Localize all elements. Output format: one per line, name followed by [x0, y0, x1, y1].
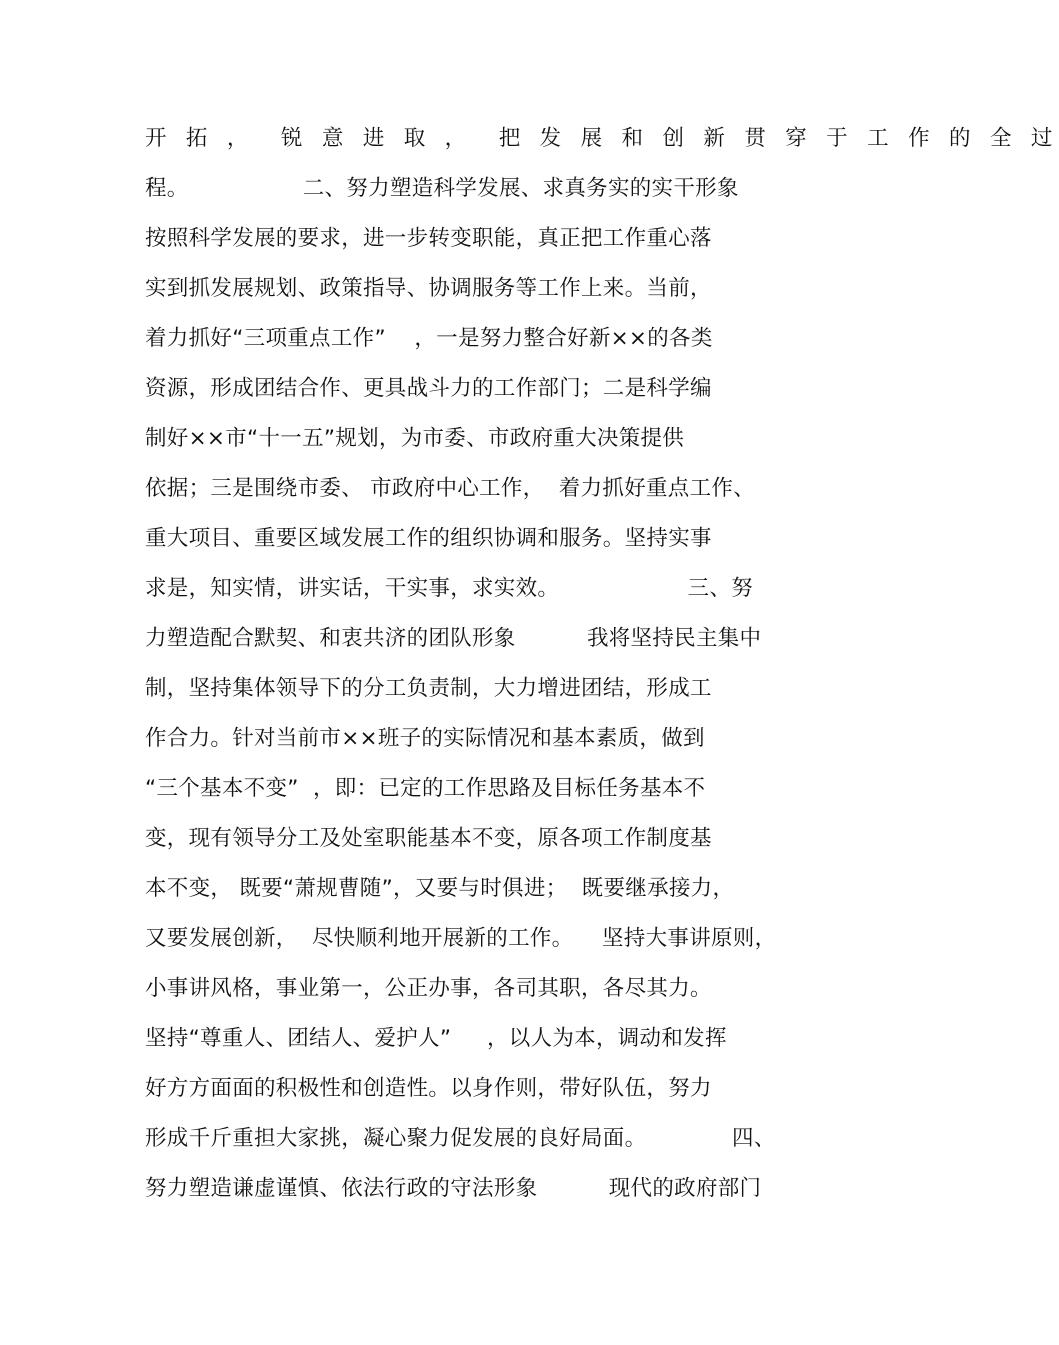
text-line-17: 又要发展创新， 尽快顺利地开展新的工作。 坚持大事讲原则，: [145, 926, 777, 951]
text-line-22: 努力塑造谦虚谨慎、依法行政的守法形象 现代的政府部门: [145, 1176, 762, 1201]
text-line-2: 程。 二、努力塑造科学发展、求真务实的实干形象: [145, 176, 739, 201]
text-line-8: 依据；三是围绕市委、 市政府中心工作， 着力抓好重点工作、: [145, 476, 756, 501]
text-line-10: 求是，知实情，讲实话，干实事，求实效。 三、努: [145, 576, 754, 601]
text-line-13: 作合力。针对当前市××班子的实际情况和基本素质，做到: [145, 726, 705, 751]
text-line-11: 力塑造配合默契、和衷共济的团队形象 我将坚持民主集中: [145, 626, 762, 651]
text-line-21: 形成千斤重担大家挑，凝心聚力促发展的良好局面。 四、: [145, 1126, 776, 1151]
text-line-18: 小事讲风格，事业第一，公正办事，各司其职，各尽其力。: [145, 976, 712, 1001]
text-line-16: 本不变， 既要“萧规曹随”，又要与时俱进； 既要继承接力，: [145, 876, 735, 901]
text-line-7: 制好××市“十一五”规划，为市委、市政府重大决策提供: [145, 426, 685, 451]
text-line-4: 实到抓发展规划、政策指导、协调服务等工作上来。当前，: [145, 276, 712, 301]
text-line-3: 按照科学发展的要求，进一步转变职能，真正把工作重心落: [145, 226, 712, 251]
text-line-15: 变，现有领导分工及处室职能基本不变，原各项工作制度基: [145, 826, 712, 851]
text-line-14: “三个基本不变” ，即：已定的工作思路及目标任务基本不: [145, 776, 706, 801]
text-line-6: 资源，形成团结合作、更具战斗力的工作部门；二是科学编: [145, 376, 712, 401]
text-line-20: 好方方面面的积极性和创造性。以身作则，带好队伍，努力: [145, 1076, 712, 1101]
text-line-9: 重大项目、重要区域发展工作的组织协调和服务。坚持实事: [145, 526, 712, 551]
text-line-1: 开 拓 ， 锐 意 进 取 ， 把 发 展 和 创 新 贯 穿 于 工 作 的 全 过: [145, 126, 1059, 151]
text-line-5: 着力抓好“三项重点工作” ，一是努力整合好新××的各类: [145, 326, 713, 351]
text-line-12: 制，坚持集体领导下的分工负责制，大力增进团结，形成工: [145, 676, 712, 701]
text-line-19: 坚持“尊重人、团结人、爱护人” ，以人为本，调动和发挥: [145, 1026, 727, 1051]
